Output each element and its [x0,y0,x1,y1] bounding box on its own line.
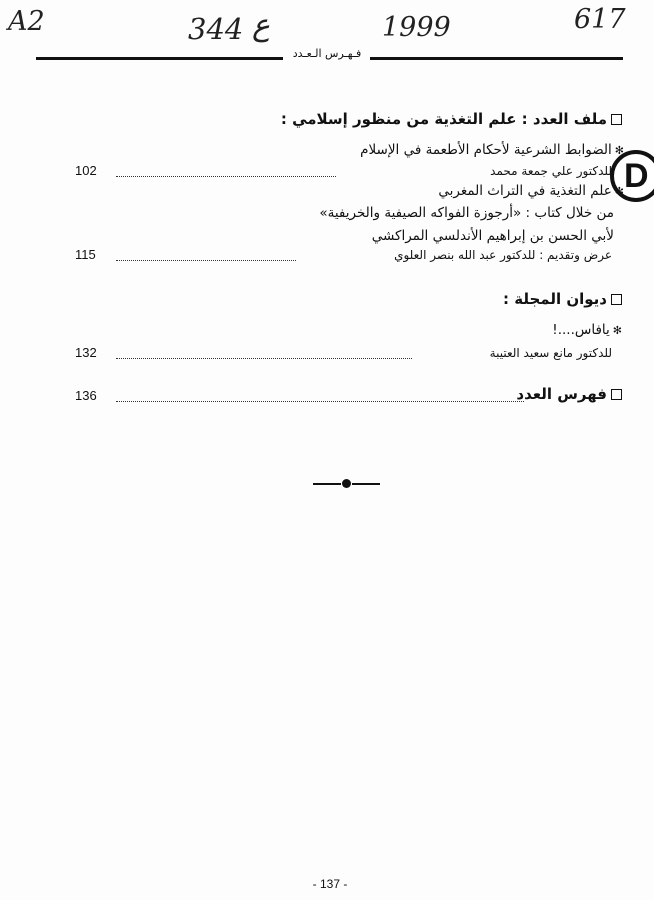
running-header-title: فـهـرس الـعـدد [292,47,362,60]
toc-item-author: للدكتور علي جمعة محمد [490,164,612,178]
page-number-item2: 115 [75,247,96,262]
asterisk-icon: ✻ [612,324,622,337]
ornament-line-right [352,483,380,485]
section-title-index: فهرس العدد [422,385,622,403]
section-title-file: ملف العدد : علم التغذية من منظور إسلامي : [202,110,622,128]
asterisk-icon: ✻ [614,144,624,157]
stamp-letter: D [624,157,649,195]
toc-item-author: للدكتور مانع سعيد العتيبة [489,346,612,360]
toc-item-subtitle: من خلال كتاب : «أرجوزة الفواكه الصيفية والخريفية» [319,205,614,221]
header-rule-left [36,57,283,60]
toc-item-title: ✻الضوابط الشرعية لأحكام الأطعمة في الإسلام [360,142,624,158]
handwritten-call-digits: 344 [188,12,244,46]
checkbox-square-icon [611,114,622,125]
ornament-dot-icon [342,479,351,488]
dot-leader [116,260,296,261]
checkbox-square-icon [611,389,622,400]
ornament-line-left [313,483,341,485]
toc-item-title: ✻يافاس....! [552,322,622,338]
handwritten-left-code: A2 [8,6,45,37]
handwritten-call-letter: ع [252,8,270,43]
toc-item-title: ✻علم التغذية في التراث المغربي [438,183,624,199]
toc-item-author: عرض وتقديم : للدكتور عبد الله بنصر العلوي [394,248,612,262]
page-number-diwan: 132 [75,345,97,360]
dot-leader [116,358,412,359]
page-number: - 137 - [312,877,348,891]
page-number-index: 136 [75,388,97,403]
handwritten-year: 1999 [382,12,451,43]
page-number-item1: 102 [75,163,97,178]
handwritten-right-code: 617 [574,4,626,35]
checkbox-square-icon [611,294,622,305]
header-rule-right [370,57,623,60]
asterisk-icon: ✻ [614,185,624,198]
dot-leader [116,176,336,177]
section-title-diwan: ديوان المجلة : [322,290,622,308]
toc-item-subtitle: لأبي الحسن بن إبراهيم الأندلسي المراكشي [371,228,614,244]
